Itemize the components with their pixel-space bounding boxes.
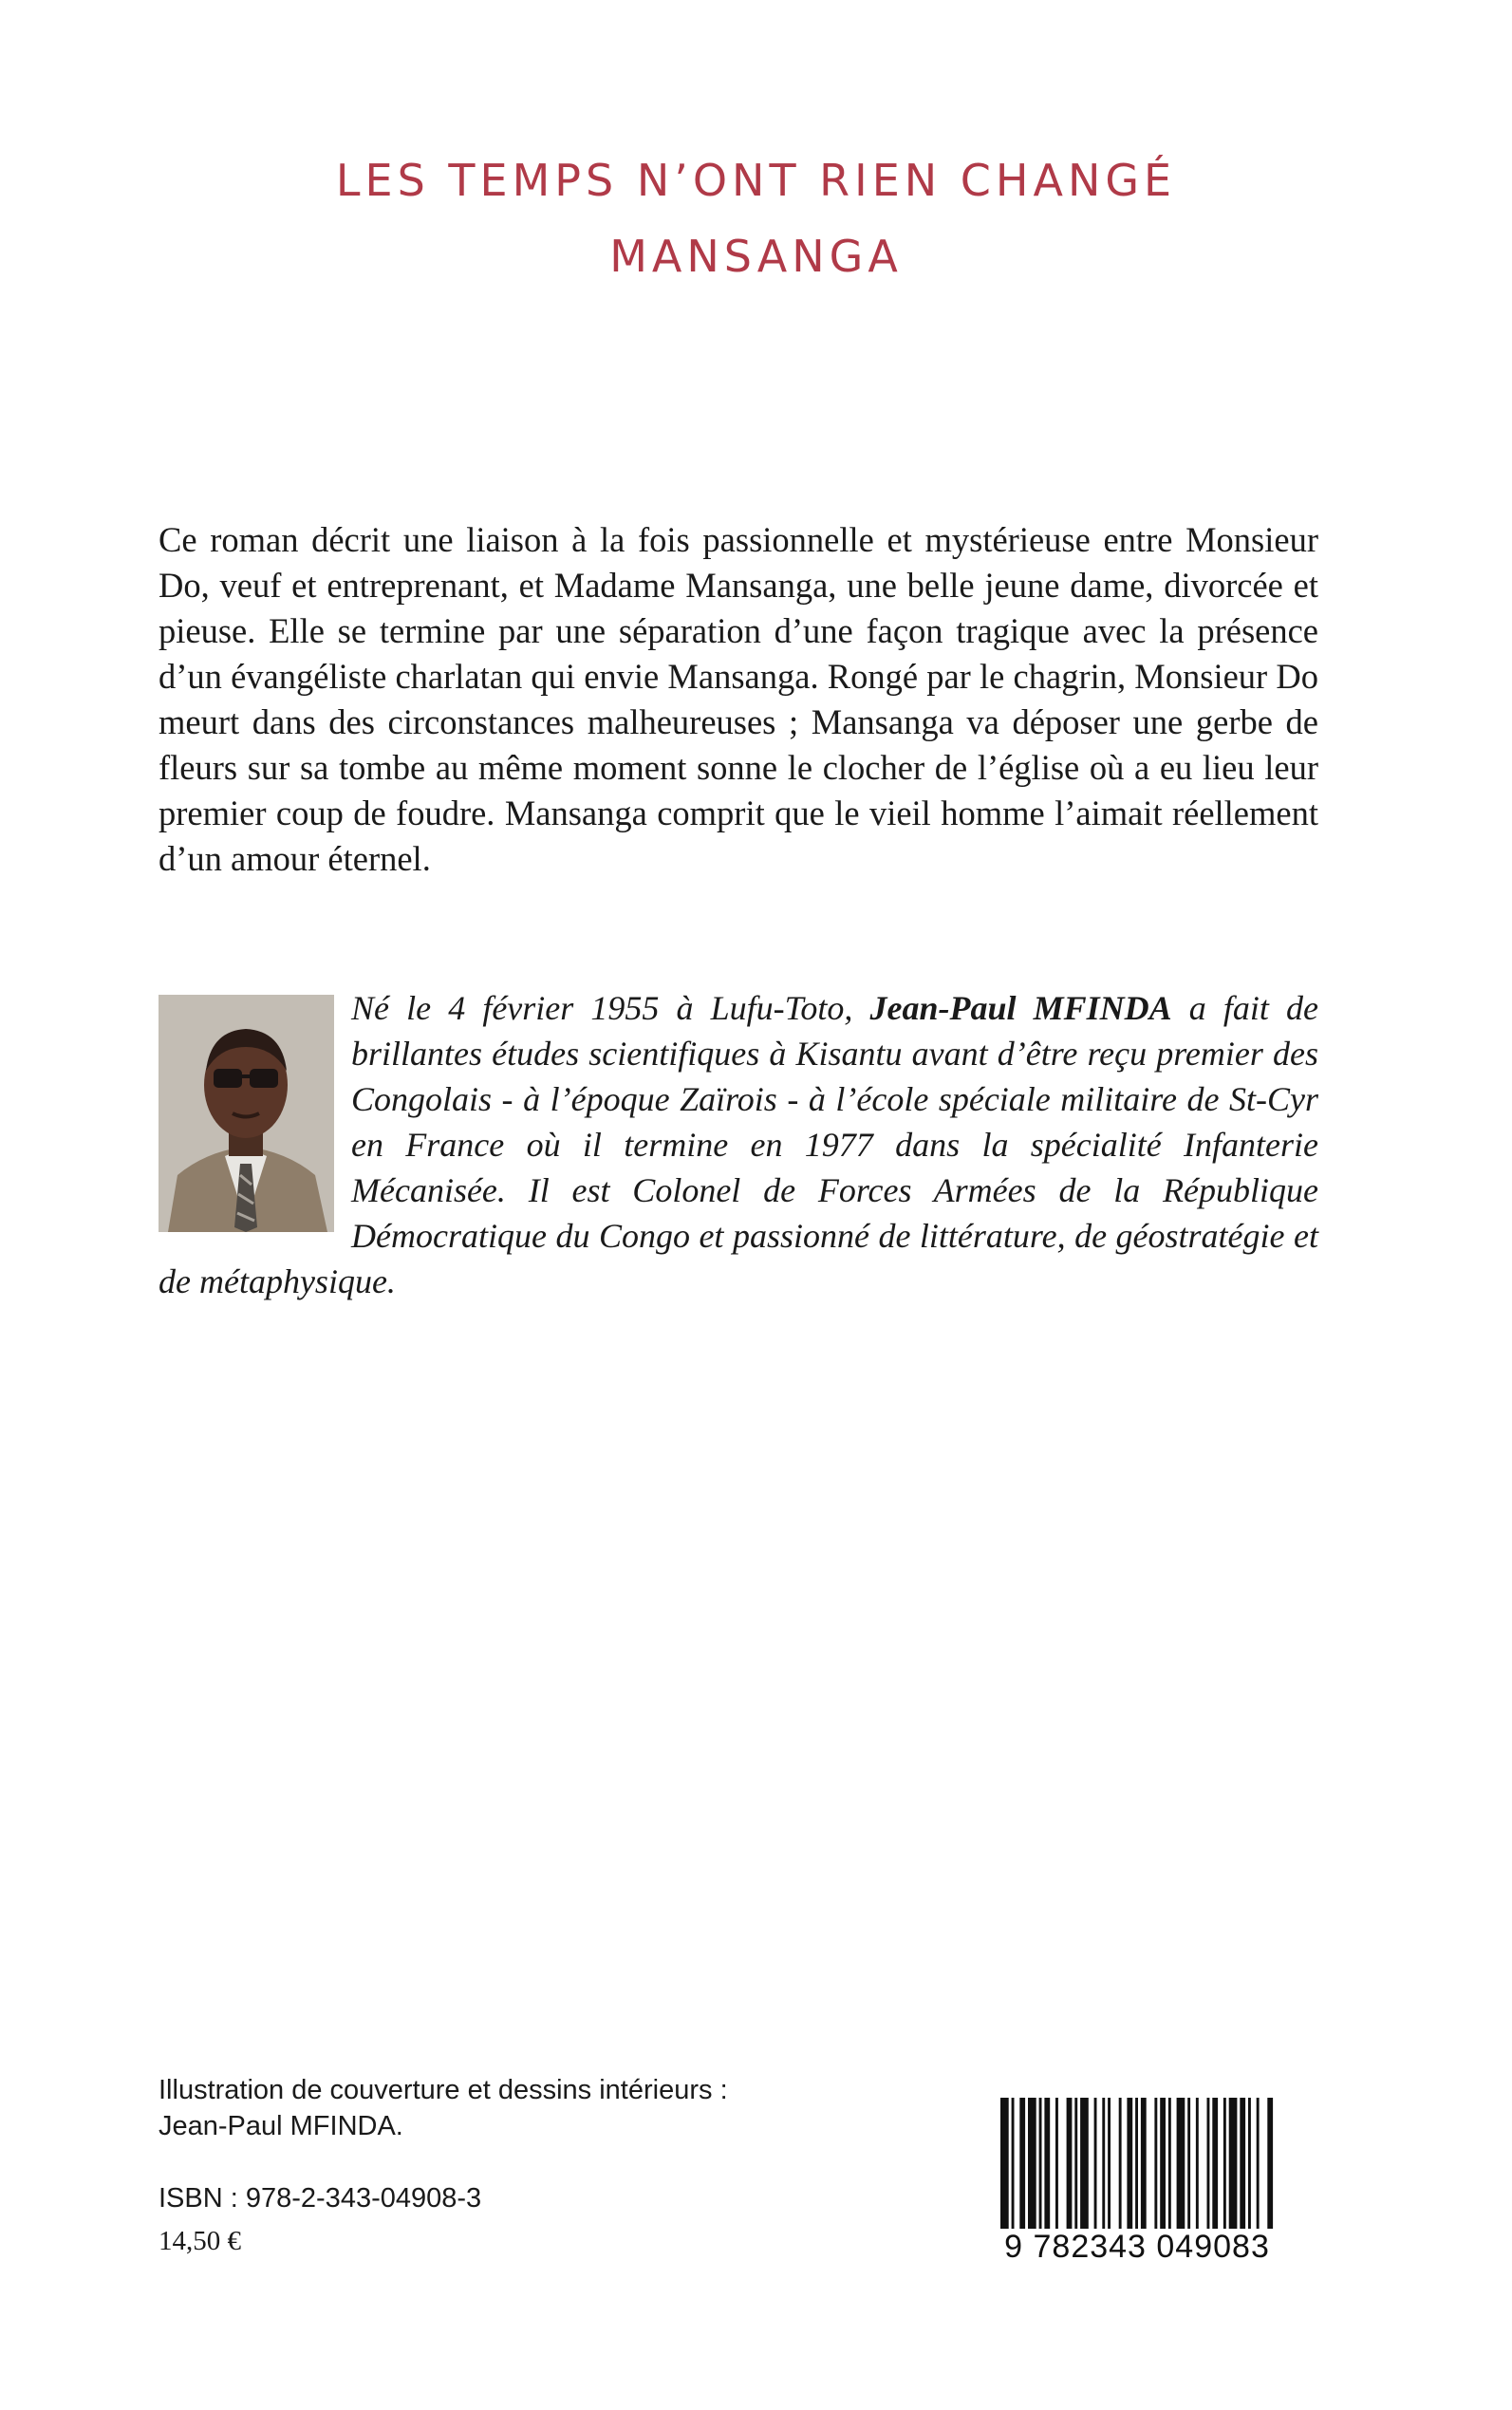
- author-section: [159, 985, 1318, 1304]
- barcode-bar-17: [1154, 2098, 1157, 2240]
- author-name: Jean-Paul MFINDA: [869, 989, 1172, 1027]
- barcode-bar-23: [1207, 2098, 1210, 2240]
- barcode-bar-1: [1012, 2098, 1015, 2240]
- barcode-bar-14: [1127, 2098, 1132, 2240]
- barcode-bar-13: [1119, 2098, 1122, 2240]
- title-line-2: MANSANGA: [609, 231, 903, 282]
- isbn-text: ISBN : 978-2-343-04908-3: [159, 2183, 482, 2214]
- barcode-bars: [997, 2098, 1278, 2240]
- book-title: [0, 142, 1512, 294]
- credits-line-2: Jean-Paul MFINDA.: [159, 2111, 403, 2141]
- barcode-bar-21: [1187, 2098, 1190, 2240]
- barcode-bar-28: [1248, 2098, 1251, 2240]
- author-bio-intro: Né le 4 février 1955 à Lufu-Toto,: [351, 989, 870, 1027]
- barcode-bar-6: [1055, 2098, 1058, 2240]
- author-bio-rest: a fait de brillantes études scientifiques à Kisantu avant d’être reçu premier des Congolais - à l’époque Zaïrois - à l’école spéciale militaire de St-Cyr en France où il termine en 1977 dans la spécialité Infanterie Mécanisée. Il est Colonel de Forces Armées de la République Démocratique du Congo et passionné de littérature, de géostratégie et de métaphysique.: [159, 989, 1319, 1300]
- title-line-1: LES TEMPS N’ONT RIEN CHANGÉ: [335, 155, 1177, 206]
- author-portrait-image: [159, 995, 334, 1232]
- barcode-bar-22: [1196, 2098, 1199, 2240]
- credits-line-1: Illustration de couverture et dessins intérieurs :: [159, 2075, 728, 2105]
- barcode-bar-18: [1160, 2098, 1166, 2240]
- barcode-bar-4: [1039, 2098, 1042, 2240]
- barcode-bar-8: [1074, 2098, 1077, 2240]
- author-photo: [159, 995, 334, 1232]
- barcode-bar-30: [1267, 2098, 1273, 2240]
- barcode-bar-10: [1094, 2098, 1097, 2240]
- price-text: 14,50 €: [159, 2226, 241, 2256]
- book-summary: Ce roman décrit une liaison à la fois passionnelle et mystérieuse entre Monsieur Do, veuf et entreprenant, et Madame Mansanga, une belle jeune dame, divorcée et pieuse. Elle se termine par une séparation d’une façon tragique avec la présence d’un évangéliste charlatan qui envie Mansanga. Rongé par le chagrin, Monsieur Do meurt dans des circonstances malheureuses ; Mansanga va déposer une gerbe de fleurs sur sa tombe au même moment sonne le clocher de l’église où a eu lieu leur premier coup de foudre. Mansanga comprit que le vieil homme l’aimait réellement d’un amour éternel.: [159, 520, 1318, 878]
- barcode-bar-9: [1080, 2098, 1089, 2240]
- barcode-bar-12: [1108, 2098, 1111, 2240]
- barcode-bar-3: [1028, 2098, 1036, 2240]
- barcode-bar-16: [1141, 2098, 1147, 2240]
- barcode-bar-26: [1229, 2098, 1238, 2240]
- barcode-bar-11: [1102, 2098, 1105, 2240]
- barcode-bar-19: [1168, 2098, 1171, 2240]
- barcode-bar-15: [1135, 2098, 1138, 2240]
- barcode-bar-2: [1019, 2098, 1025, 2240]
- barcode-bar-25: [1223, 2098, 1226, 2240]
- barcode-bar-24: [1212, 2098, 1218, 2240]
- illustration-credits: [159, 2072, 728, 2144]
- barcode-number: 9 782343 049083: [992, 2229, 1282, 2266]
- barcode-bar-7: [1067, 2098, 1073, 2240]
- barcode-bar-5: [1044, 2098, 1050, 2240]
- barcode-bar-27: [1240, 2098, 1245, 2240]
- barcode-bar-29: [1257, 2098, 1260, 2240]
- barcode-bar-20: [1177, 2098, 1185, 2240]
- barcode-bar-0: [1000, 2098, 1009, 2240]
